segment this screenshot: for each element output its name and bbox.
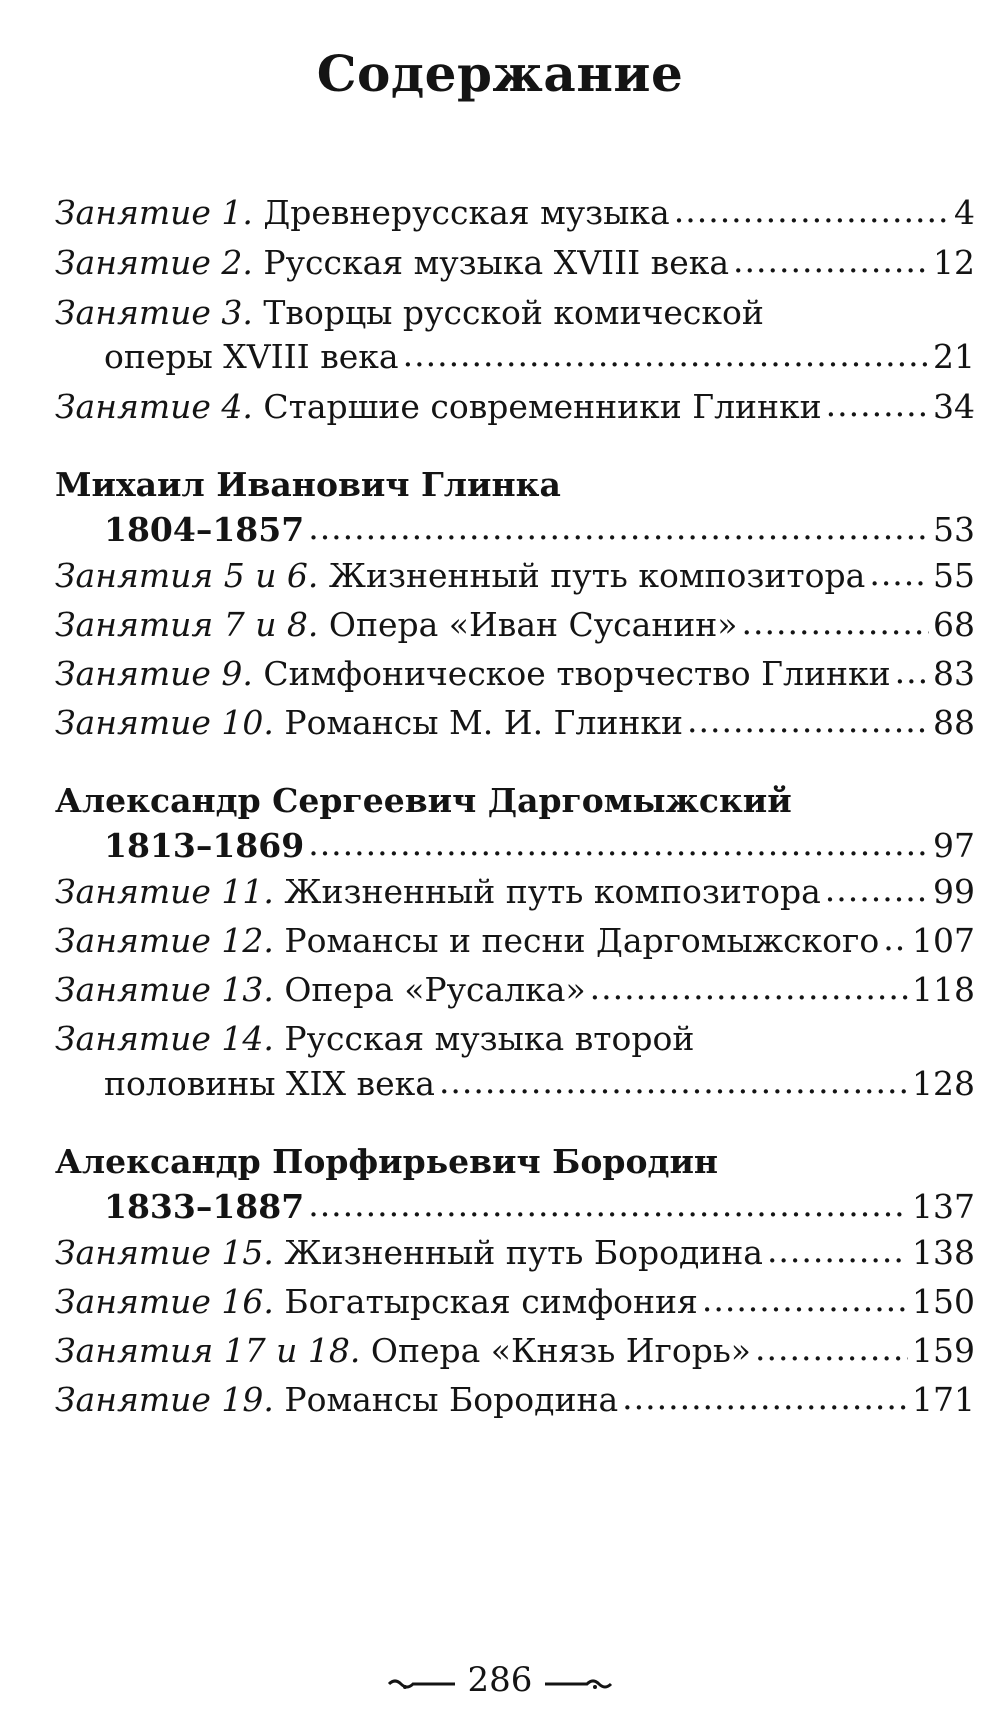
- dot-leader: [825, 870, 929, 910]
- dot-leader: [826, 385, 929, 425]
- entry-label: Занятие 3.: [55, 293, 253, 332]
- entry-label: Занятие 19.: [55, 1380, 274, 1419]
- toc-entry: [55, 556, 975, 596]
- entry-page: 21: [933, 337, 975, 376]
- dot-leader: [308, 508, 929, 548]
- entry-label: Занятие 1.: [55, 193, 253, 232]
- entry-title: Жизненный путь композитора: [284, 872, 821, 911]
- dot-leader: [742, 603, 930, 643]
- entry-title: Симфоническое творчество Глинки: [263, 654, 891, 693]
- composer-name: Александр Сергеевич Даргомыжский: [55, 781, 792, 820]
- entry-label: Занятие 15.: [55, 1233, 274, 1272]
- toc-entry: [55, 921, 975, 961]
- composer-years: 1804–1857: [104, 510, 305, 549]
- toc-entry: [55, 387, 975, 427]
- dot-leader: [308, 1185, 908, 1225]
- entry-title-cont: половины XIX века: [104, 1064, 435, 1103]
- entry-page: 107: [912, 921, 975, 960]
- dot-leader: [308, 824, 929, 864]
- entry-label: Занятие 12.: [55, 921, 274, 960]
- entry-title: Старшие современники Глинки: [263, 387, 822, 426]
- toc-entry: [55, 1233, 975, 1273]
- dot-leader: [403, 335, 929, 375]
- entry-page: 34: [933, 387, 975, 426]
- dot-leader: [702, 1280, 908, 1320]
- dot-leader: [883, 919, 908, 959]
- toc-entry: [55, 193, 975, 233]
- toc-entry: [55, 293, 975, 333]
- dot-leader: [590, 968, 908, 1008]
- toc-entry: [55, 970, 975, 1010]
- dot-leader: [687, 701, 929, 741]
- entry-label: Занятие 16.: [55, 1282, 274, 1321]
- toc-entry-continuation: [104, 337, 975, 377]
- entry-title: Романсы М. И. Глинки: [284, 703, 683, 742]
- section-page: 53: [933, 510, 975, 549]
- entry-label: Занятие 2.: [55, 243, 253, 282]
- entry-title: Творцы русской комической: [263, 293, 764, 332]
- entry-label: Занятие 13.: [55, 970, 274, 1009]
- dot-leader: [755, 1329, 908, 1369]
- page-footer: [0, 1660, 1000, 1700]
- entry-label: Занятия 17 и 18.: [55, 1331, 361, 1370]
- entry-label: Занятие 9.: [55, 654, 253, 693]
- dot-leader: [869, 554, 929, 594]
- section-heading: [55, 1142, 975, 1182]
- entry-title: Древнерусская музыка: [263, 193, 670, 232]
- composer-years: 1813–1869: [104, 826, 305, 865]
- toc-entry: [55, 605, 975, 645]
- entry-label: Занятие 10.: [55, 703, 274, 742]
- entry-page: 12: [933, 243, 975, 282]
- toc-entry: [55, 872, 975, 912]
- composer-years: 1833–1887: [104, 1187, 305, 1226]
- entry-page: 138: [912, 1233, 975, 1272]
- entry-page: 55: [933, 556, 975, 595]
- right-ornament-icon: [543, 1672, 613, 1692]
- toc-entry: [55, 654, 975, 694]
- entry-page: 68: [933, 605, 975, 644]
- toc-entry: [55, 1331, 975, 1371]
- toc-entry: [55, 1380, 975, 1420]
- dot-leader: [674, 191, 950, 231]
- entry-page: 159: [912, 1331, 975, 1370]
- entry-title: Богатырская симфония: [284, 1282, 698, 1321]
- toc-entry-continuation: [104, 1064, 975, 1104]
- entry-title-cont: оперы XVIII века: [104, 337, 399, 376]
- entry-label: Занятие 14.: [55, 1019, 274, 1058]
- entry-title: Романсы Бородина: [284, 1380, 619, 1419]
- entry-title: Русская музыка XVIII века: [263, 243, 730, 282]
- entry-label: Занятия 7 и 8.: [55, 605, 319, 644]
- entry-title: Опера «Русалка»: [284, 970, 586, 1009]
- dot-leader: [622, 1378, 908, 1418]
- dot-leader: [895, 652, 929, 692]
- toc-entry: [55, 1282, 975, 1322]
- section-page: 137: [912, 1187, 975, 1226]
- section-page: 97: [933, 826, 975, 865]
- entry-page: 88: [933, 703, 975, 742]
- entry-page: 99: [933, 872, 975, 911]
- toc-entry: [55, 703, 975, 743]
- entry-page: 4: [954, 193, 975, 232]
- section-heading: [55, 465, 975, 505]
- section-years-row: [104, 510, 975, 550]
- composer-name: Михаил Иванович Глинка: [55, 465, 561, 504]
- entry-label: Занятие 11.: [55, 872, 274, 911]
- dot-leader: [733, 241, 929, 281]
- composer-name: Александр Порфирьевич Бородин: [55, 1142, 719, 1181]
- entry-page: 171: [912, 1380, 975, 1419]
- entry-label: Занятия 5 и 6.: [55, 556, 319, 595]
- page-number: 286: [467, 1660, 533, 1700]
- dot-leader: [767, 1231, 908, 1271]
- section-years-row: [104, 826, 975, 866]
- entry-title: Опера «Князь Игорь»: [370, 1331, 752, 1370]
- entry-title: Жизненный путь композитора: [328, 556, 866, 595]
- entry-label: Занятие 4.: [55, 387, 253, 426]
- entry-title: Жизненный путь Бородина: [284, 1233, 763, 1272]
- section-heading: [55, 781, 975, 821]
- toc-entry: [55, 1019, 975, 1059]
- page-title: Содержание: [316, 44, 684, 103]
- entry-title: Опера «Иван Сусанин»: [328, 605, 738, 644]
- entry-page: 128: [912, 1064, 975, 1103]
- section-years-row: [104, 1187, 975, 1227]
- entry-title: Русская музыка второй: [284, 1019, 695, 1058]
- toc-entry: [55, 243, 975, 283]
- dot-leader: [439, 1062, 908, 1102]
- entry-title: Романсы и песни Даргомыжского: [284, 921, 880, 960]
- entry-page: 83: [933, 654, 975, 693]
- entry-page: 150: [912, 1282, 975, 1321]
- left-ornament-icon: [387, 1672, 457, 1692]
- entry-page: 118: [912, 970, 975, 1009]
